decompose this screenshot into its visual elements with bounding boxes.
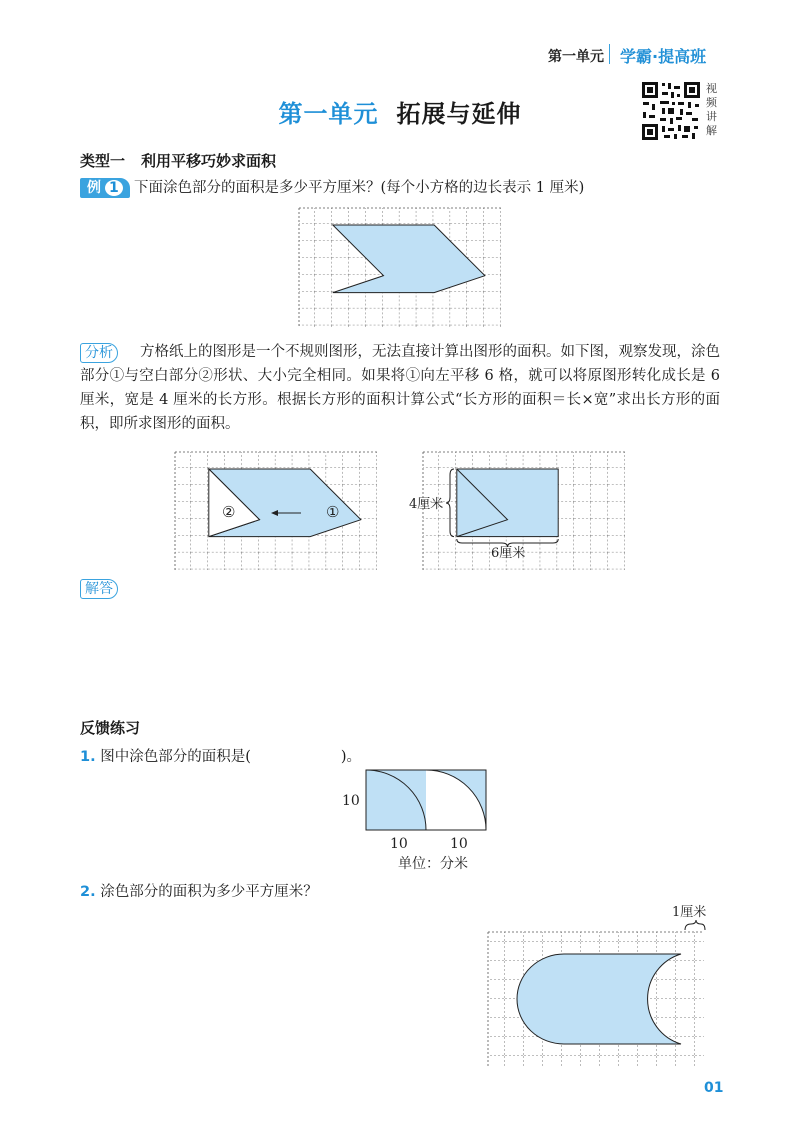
header-divider [609, 44, 610, 64]
length-label: 6厘米 [491, 546, 526, 561]
type-label: 类型一 [80, 152, 126, 170]
question-1-number: 1. [80, 749, 96, 765]
q1-unit-label: 单位：分米 [398, 856, 468, 872]
qr-code-icon[interactable] [640, 80, 702, 142]
translation-label-part2: ② [222, 503, 236, 521]
question-1-text-end: )。 [340, 749, 362, 765]
title-unit: 第一单元 [278, 99, 379, 128]
question-1 [80, 745, 361, 766]
header-brand: 学霸·提高班 [620, 47, 707, 66]
example-question: 下面涂色部分的面积是多少平方厘米？(每个小方格的边长表示 1 厘米) [134, 180, 585, 196]
q2-scale-label: 1厘米 [672, 905, 707, 920]
example-badge [80, 178, 130, 198]
rectangle-shaded [457, 469, 558, 537]
question-1-text: 图中涂色部分的面积是( [100, 749, 251, 765]
question-1-figure [336, 768, 496, 872]
scale-brace [685, 920, 705, 930]
qr-label: 视频讲解 [706, 82, 717, 137]
page-number: 01 [704, 1080, 724, 1096]
translation-figure [174, 451, 378, 571]
header-unit-label: 第一单元 [548, 49, 604, 65]
example-badge-num: 1 [105, 180, 123, 196]
section-type-heading [80, 150, 276, 171]
q1-width1-label: 10 [390, 836, 408, 852]
question-2 [80, 880, 318, 901]
q1-width2-label: 10 [450, 836, 468, 852]
q1-height-label: 10 [342, 793, 360, 809]
feedback-heading: 反馈练习 [80, 719, 141, 737]
answer-badge: 解答 [80, 579, 118, 599]
title-name: 拓展与延伸 [396, 99, 522, 128]
width-label: 4厘米 [409, 497, 444, 512]
example-figure [298, 207, 501, 329]
analysis-badge: 分析 [80, 343, 118, 363]
question-2-text: 涂色部分的面积为多少平方厘米？ [100, 884, 318, 900]
rectangle-figure [405, 451, 631, 573]
translation-label-part1: ① [326, 503, 340, 521]
example-badge-text: 例 [87, 180, 101, 196]
question-2-number: 2. [80, 884, 96, 900]
type-name: 利用平移巧妙求面积 [141, 152, 277, 170]
analysis-text: 方格纸上的图形是一个不规则图形，无法直接计算出图形的面积。如下图，观察发现，涂色部分①与空白部分②形状、大小完全相同。如果将①向左平移 6 格，就可以将原图形转化成长是 6 厘米，宽是 4 厘米的长方形。根据长方形的面积计算公式“长方形的面积＝长×宽”求出长方形的面积，即所求图形的面积。 [80, 344, 720, 432]
question-2-figure [486, 904, 712, 1068]
